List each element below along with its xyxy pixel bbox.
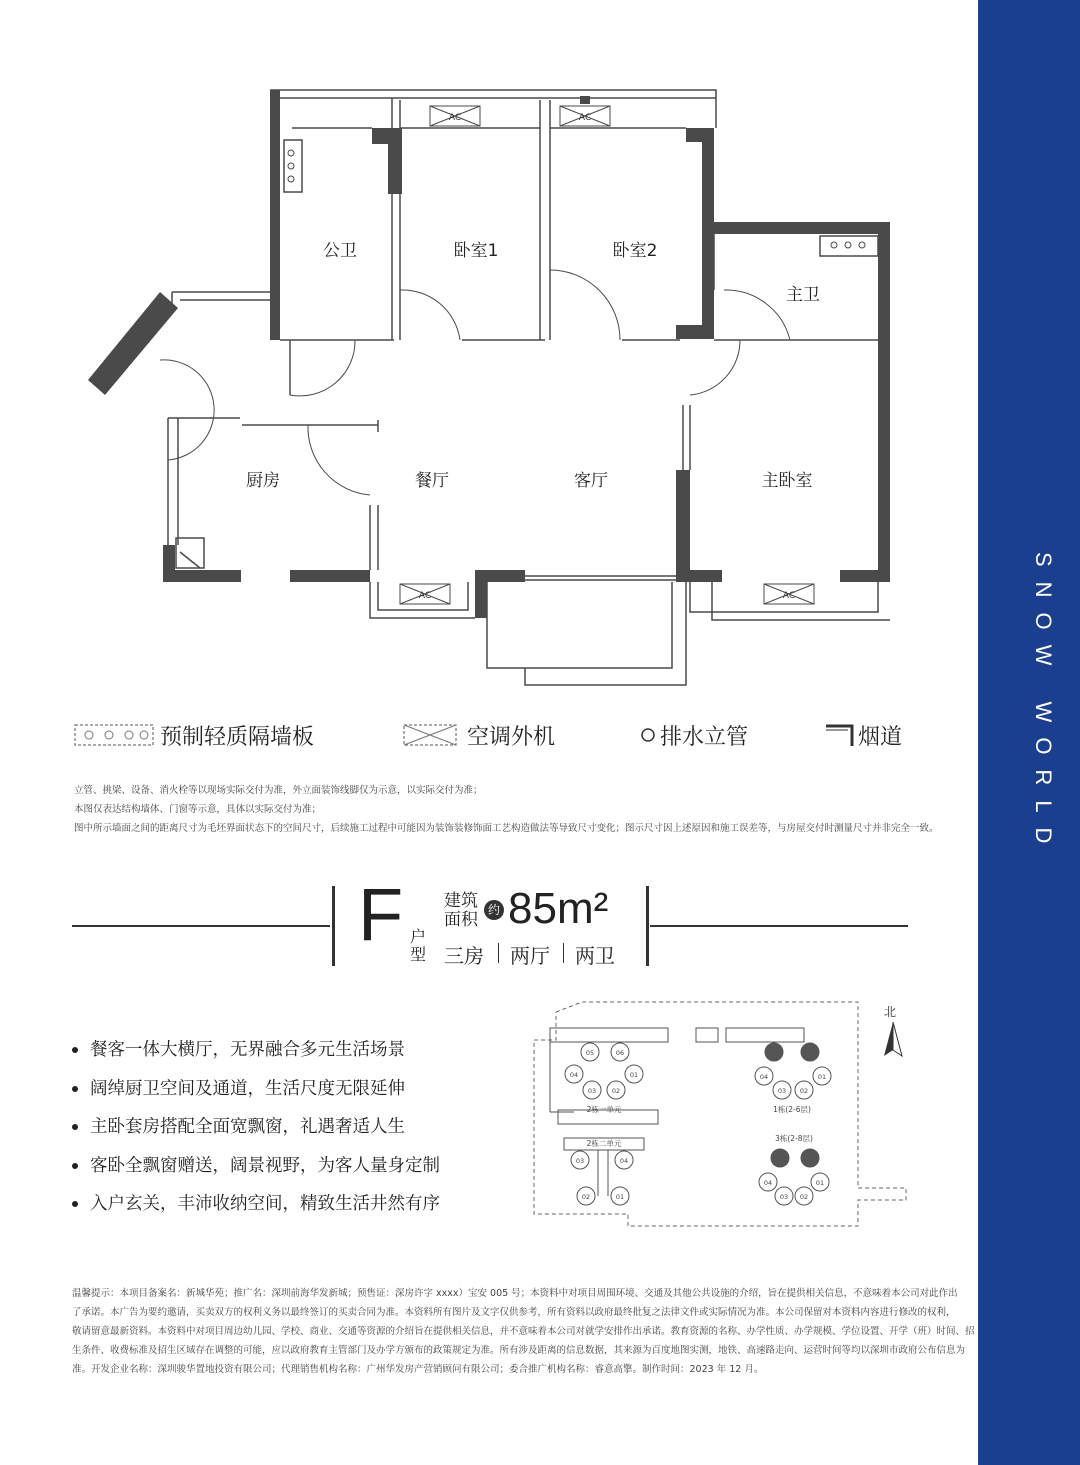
svg-text:04: 04: [759, 1073, 769, 1081]
drain-pipe-icon: [640, 727, 656, 743]
ac-label: AC: [448, 113, 462, 123]
building-label: 2栋一单元: [586, 1105, 622, 1114]
room-public-bath: 公卫: [323, 241, 357, 261]
layout-divider: [498, 943, 499, 963]
feature-item: 餐客一体大横厅，无界融合多元生活场景: [72, 1036, 405, 1061]
disclaimer-line: 了承诺。本广告为要约邀请，买卖双方的权利义务以最终签订的买卖合同为准。本资料所有图片及文字仅供参考，所有资料以政府最终批复之法律文件或实际情况为准。本公司保留对本资料内容进行修改的权利，: [72, 1307, 956, 1318]
disclaimer-line: 生条件、收费标准及招生区域存在调整的可能，应以政府教育主管部门及办学方颁布的政策规定为准。所有涉及距离的信息数据，其来源为百度地图实测，地铁、高速路走向、运营时间等均以深圳市政府公布信息为: [72, 1345, 966, 1356]
note-line: 立管、挑梁、设备、消火栓等以现场实际交付为准，外立面装饰线脚仅为示意，以实际交付为准；: [74, 785, 483, 796]
svg-text:03: 03: [777, 1087, 787, 1095]
svg-text:01: 01: [817, 1073, 827, 1081]
svg-text:01: 01: [629, 1071, 639, 1079]
layout-baths: 两卫: [575, 944, 615, 968]
header-rule-left: [72, 925, 330, 927]
svg-text:02: 02: [581, 1193, 591, 1201]
building-label: 2栋二单元: [586, 1139, 622, 1148]
room-living: 客厅: [574, 471, 608, 491]
unit-letter: F: [358, 873, 404, 956]
svg-text:06: 06: [615, 1049, 625, 1057]
unit-area: 85m²: [508, 884, 609, 933]
brand-title: SNOW WORLD: [1031, 552, 1056, 859]
svg-text:02: 02: [799, 1193, 809, 1201]
floor-plan: [0, 0, 978, 700]
north-arrow-icon: [880, 1020, 906, 1060]
svg-text:04: 04: [763, 1179, 773, 1187]
approx-badge: 约: [484, 900, 504, 920]
feature-item: 客卧全飘窗赠送，阔景视野，为客人量身定制: [72, 1152, 440, 1177]
svg-text:05: 05: [585, 1049, 595, 1057]
disclaimer-line: 温馨提示：本项目备案名：新城华苑；推广名：深圳前海华发新城；预售证：深房许字 xxxx）宝安 005 号；本资料中对项目周围环境、交通及其他公共设施的介绍，旨在提供相关信息，不意味着本公司对此作出: [72, 1288, 958, 1299]
disclaimer-line: 准。开发企业名称：深圳骏华置地投资有限公司；代理销售机构名称：广州华发房产营销顾问有限公司；委合推广机构名称：睿意高擎。制作时间：2023 年 12 月。: [72, 1364, 764, 1375]
room-master-bath: 主卫: [786, 285, 820, 305]
svg-text:04: 04: [569, 1071, 579, 1079]
unit-type-char: 型: [410, 945, 427, 964]
svg-text:02: 02: [611, 1087, 621, 1095]
layout-bedrooms: 三房: [444, 944, 484, 968]
feature-item: 主卧套房搭配全面宽飘窗，礼遇奢适人生: [72, 1113, 405, 1138]
feature-item: 入户玄关，丰沛收纳空间，精致生活井然有序: [72, 1190, 440, 1215]
header-rule-right: [650, 925, 908, 927]
svg-text:03: 03: [587, 1087, 597, 1095]
svg-text:01: 01: [615, 1193, 625, 1201]
disclaimer-line: 敬请留意最新资料。本资料中对项目周边幼儿园、学校、商业、交通等资源的介绍旨在提供相关信息，并不意味着本公司对就学安排作出承诺。教育资源的名称、办学性质、办学规模、学位设置、开学（班）时间、招: [72, 1326, 975, 1337]
ac-label: AC: [782, 591, 796, 601]
legend-drain-pipe: 排水立管: [660, 725, 749, 750]
brand-band: [978, 0, 1080, 1465]
header-bar-right: [646, 886, 649, 966]
note-line: 图中所示墙面之间的距离尺寸为毛坯界面状态下的空间尺寸，后续施工过程中可能因为装饰装修饰面工艺构造做法等导致尺寸变化；图示尺寸因上述原因和施工误差等，与房屋交付时测量尺寸并非完全一致。: [74, 823, 939, 834]
svg-text:01: 01: [815, 1179, 825, 1187]
legend-partition: 预制轻质隔墙板: [160, 725, 315, 750]
header-bar-left: [332, 886, 335, 966]
building-label: 1栋(2-6层): [773, 1105, 811, 1114]
room-master-bedroom: 主卧室: [761, 471, 813, 491]
ac-label: AC: [578, 113, 592, 123]
north-label: 北: [884, 1005, 897, 1019]
ac-label: AC: [418, 591, 432, 601]
legend-flue: 烟道: [858, 725, 903, 750]
area-label: 建筑: [444, 891, 478, 911]
site-map: [528, 1000, 912, 1232]
room-kitchen: 厨房: [246, 471, 280, 491]
room-bedroom-1: 卧室1: [453, 241, 499, 261]
building-label: 3栋(2-8层): [775, 1134, 813, 1143]
legend-ac-unit: 空调外机: [467, 725, 556, 750]
svg-text:03: 03: [779, 1193, 789, 1201]
partition-board-icon: [74, 722, 156, 748]
area-label: 面积: [444, 910, 478, 930]
flue-icon: [824, 722, 856, 748]
note-line: 本图仅表达结构墙体、门窗等示意，具体以实际交付为准；: [74, 804, 322, 815]
unit-type-char: 户: [410, 927, 427, 946]
layout-divider: [563, 943, 564, 963]
ac-unit-icon: [402, 722, 460, 748]
svg-text:03: 03: [575, 1157, 585, 1165]
feature-item: 阔绰厨卫空间及通道，生活尺度无限延伸: [72, 1075, 405, 1100]
svg-text:04: 04: [619, 1157, 629, 1165]
room-bedroom-2: 卧室2: [612, 241, 658, 261]
layout-halls: 两厅: [510, 944, 550, 968]
svg-text:02: 02: [799, 1087, 809, 1095]
room-dining: 餐厅: [415, 471, 449, 491]
